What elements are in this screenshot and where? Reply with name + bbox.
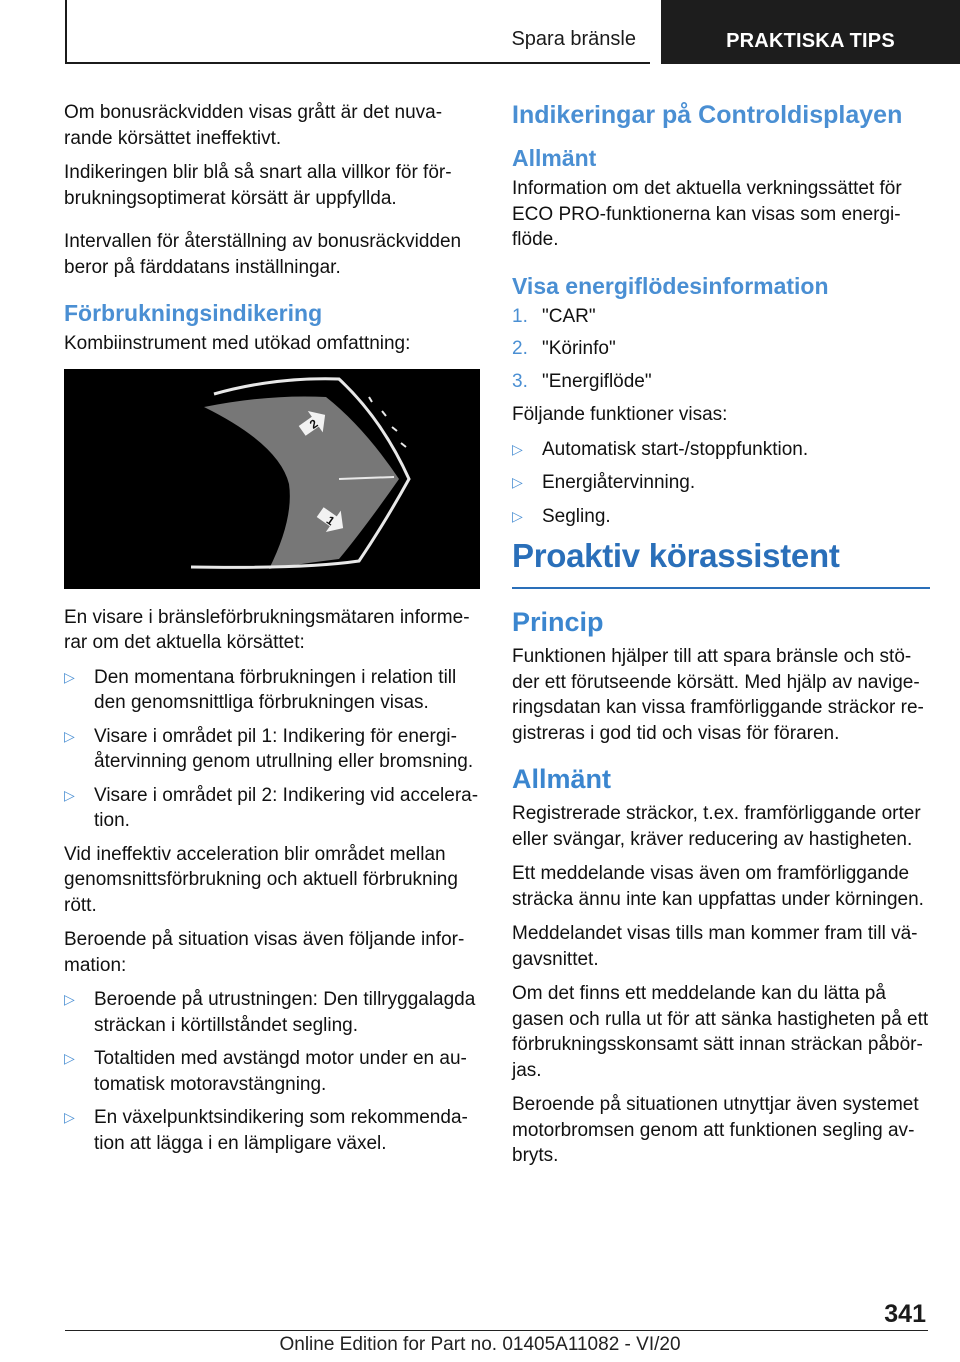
list-item: ▷ Visare i området pil 1: Indikering för energiåtervinning genom utrullning eller bromsning. bbox=[64, 725, 474, 772]
paragraph: Intervallen för återställning av bonusräckvidden beror på färddatans inställningar. bbox=[64, 231, 462, 278]
triangle-bullet-icon: ▷ bbox=[64, 786, 75, 803]
step-list bbox=[512, 304, 930, 395]
paragraph: Indikeringen blir blå så snart alla villkor för förbrukningsoptimerat körsätt är uppfyllda. bbox=[64, 162, 452, 209]
list-item: ▷ Segling. bbox=[512, 504, 930, 530]
paragraph: En visare i bränsleförbrukningsmätaren informerar om det aktuella körsättet: bbox=[64, 606, 470, 653]
triangle-bullet-icon: ▷ bbox=[64, 991, 75, 1007]
step-item: 2. "Körinfo" bbox=[512, 338, 616, 359]
heading-allmant: Allmänt bbox=[512, 145, 597, 171]
step-item: 3. "Energiflöde" bbox=[512, 370, 652, 392]
header-chapter-tab: PRAKTISKA TIPS bbox=[661, 0, 960, 64]
list-item: ▷ Automatisk start-/stoppfunktion. bbox=[512, 437, 930, 463]
triangle-bullet-icon: ▷ bbox=[64, 668, 75, 685]
list-item: ▷ Beroende på utrustningen: Den tillryggalagda sträckan i körtillståndet segling. bbox=[64, 989, 476, 1036]
heading-princip: Princip bbox=[512, 607, 604, 637]
left-column bbox=[64, 100, 482, 1164]
heading-indikeringar: Indikeringar på Controldisplayen bbox=[512, 101, 903, 129]
heading-visa-energiflode: Visa energiflödesinformation bbox=[512, 272, 829, 299]
paragraph: Om det finns ett meddelande kan du lätta på gasen och rulla ut för att sänka hastigheten på ett förbrukningsskonsamt sätt innan sträckan påbörjas. bbox=[512, 983, 929, 1081]
triangle-bullet-icon: ▷ bbox=[64, 1050, 75, 1066]
bullet-list bbox=[512, 437, 930, 530]
paragraph: Beroende på situationen utnyttjar även systemet motorbromsen genom att funktionen segling avbryts. bbox=[512, 1094, 919, 1166]
header-rule-bottom bbox=[65, 62, 650, 64]
header-rule-left bbox=[65, 0, 67, 64]
paragraph: Beroende på situation visas även följande information: bbox=[64, 929, 465, 976]
arrow-label-1: 1 bbox=[323, 512, 338, 528]
bullet-list bbox=[64, 665, 482, 834]
instrument-cluster-figure bbox=[64, 369, 480, 589]
triangle-bullet-icon: ▷ bbox=[64, 1109, 75, 1125]
page-number: 341 bbox=[884, 1300, 926, 1328]
triangle-bullet-icon: ▷ bbox=[512, 507, 523, 524]
footer-rule bbox=[65, 1330, 928, 1331]
footer-edition: Online Edition for Part no. 01405A11082 - VI/20 bbox=[279, 1334, 681, 1355]
paragraph: Ett meddelande visas även om framförliggande sträcka ännu inte kan uppfattas under körningen. bbox=[512, 863, 924, 910]
triangle-bullet-icon: ▷ bbox=[512, 440, 523, 457]
paragraph: Registrerade sträckor, t.ex. framförliggande orter eller svängar, kräver reducering av hastigheten. bbox=[512, 803, 921, 850]
step-item: 1. "CAR" bbox=[512, 305, 596, 327]
paragraph: Information om det aktuella verkningssättet för ECO PRO-funktionerna kan visas som energiflöde. bbox=[512, 178, 902, 250]
list-item: ▷ En växelpunktsindikering som rekommendation att lägga i en lämpligare växel. bbox=[64, 1107, 468, 1154]
triangle-bullet-icon: ▷ bbox=[64, 727, 75, 744]
header-section-title: Spara bränsle bbox=[511, 28, 636, 50]
paragraph: Funktionen hjälper till att spara bränsle och stöder ett förutseende körsätt. Med hjälp av navigeringsdatan kan vissa framförliggande sträckor registreras i god tid och visas för föraren. bbox=[512, 646, 924, 744]
paragraph: Kombiinstrument med utökad omfattning: bbox=[64, 333, 411, 354]
list-item: ▷ Den momentana förbrukningen i relation till den genomsnittliga förbrukningen visas. bbox=[64, 666, 457, 713]
paragraph: Meddelandet visas tills man kommer fram till vägavsnittet. bbox=[512, 923, 918, 970]
heading-forbrukningsindikering: Förbrukningsindikering bbox=[64, 300, 323, 326]
right-column bbox=[512, 100, 930, 1178]
list-item: ▷ Totaltiden med avstängd motor under en automatisk motoravstängning. bbox=[64, 1048, 467, 1095]
list-item: ▷ Visare i området pil 2: Indikering vid acceleration. bbox=[64, 784, 479, 831]
paragraph: Vid ineffektiv acceleration blir området mellan genomsnittsförbrukning och aktuell förbrukning rött. bbox=[64, 843, 458, 916]
heading-allmant-2: Allmänt bbox=[512, 764, 612, 794]
paragraph: Följande funktioner visas: bbox=[512, 404, 728, 425]
heading-proaktiv-korassistent: Proaktiv körassistent bbox=[512, 537, 930, 589]
paragraph: Om bonusräckvidden visas grått är det nuvarande körsättet ineffektivt. bbox=[64, 102, 443, 149]
bullet-list bbox=[64, 987, 482, 1156]
triangle-bullet-icon: ▷ bbox=[512, 474, 523, 490]
arrow-label-2: 2 bbox=[306, 415, 321, 432]
list-item: ▷ Energiåtervinning. bbox=[512, 470, 930, 496]
